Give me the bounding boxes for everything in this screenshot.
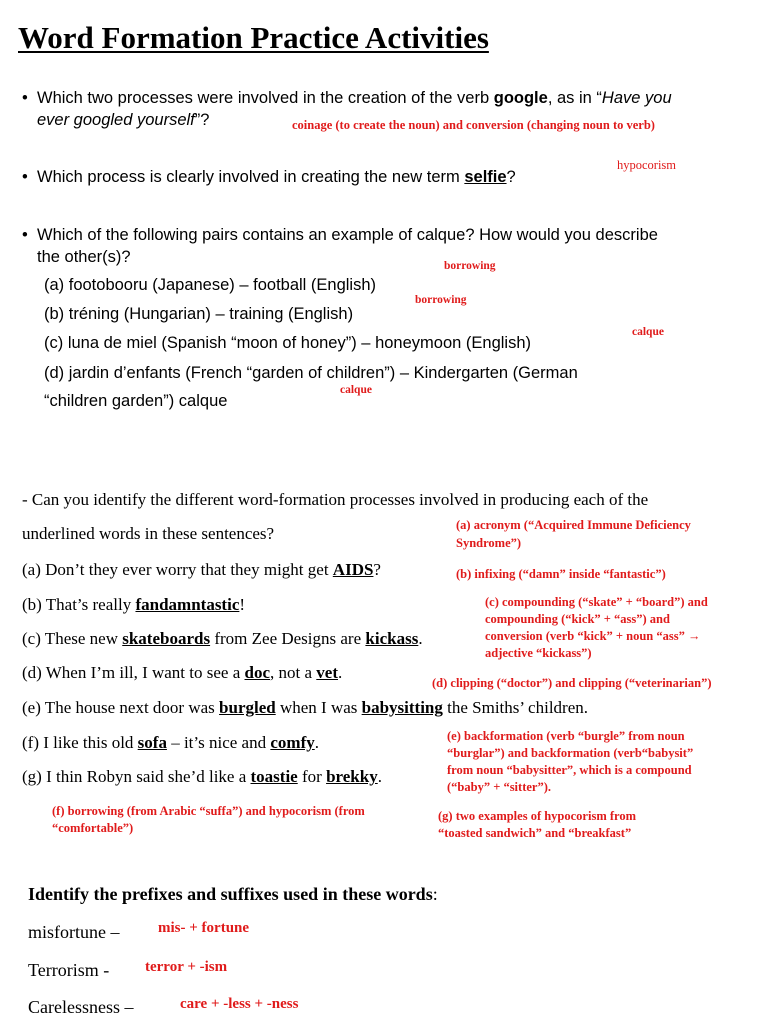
sentence-e: (e) The house next door was burgled when I was babysitting the Smiths’ children. [22, 698, 588, 717]
answer-q4-c-line2: compounding (“kick” + “ass”) and [485, 612, 670, 626]
answer-q4-f-line1: (f) borrowing (from Arabic “suffa”) and hypocorism (from [52, 804, 365, 818]
q3-item-b: (b) tréning (Hungarian) – training (English) [44, 305, 354, 323]
question-3-line2: the other(s)? [37, 248, 131, 266]
question-4-line1: - Can you identify the different word-formation processes involved in producing each of the [22, 490, 649, 509]
answer-q3-a: borrowing [444, 260, 496, 272]
answer-q4-b: (b) infixing (“damn” inside “fantastic”) [456, 567, 666, 581]
term-google: google [493, 89, 548, 107]
answer-q4-d: (d) clipping (“doctor”) and clipping (“veterinarian”) [432, 676, 712, 690]
answer-q4-e-line1: (e) backformation (verb “burgle” from noun [447, 729, 685, 743]
answer-q3-b: borrowing [415, 294, 467, 306]
answer-q4-g-line1: (g) two examples of hypocorism from [438, 809, 636, 823]
question-1-line2: ever googled yourself”? [37, 111, 210, 129]
answer-q4-c-line4: adjective “kickass”) [485, 646, 592, 660]
answer-misfortune: mis- + fortune [158, 920, 250, 936]
question-2: Which process is clearly involved in creating the new term selfie? [37, 168, 516, 186]
q3-item-d-line2: “children garden”) calque [44, 392, 228, 410]
question-4-line2: underlined words in these sentences? [22, 524, 275, 543]
answer-q4-g-line2: “toasted sandwich” and “breakfast” [438, 826, 632, 840]
bullet-q2: • [22, 168, 28, 186]
answer-q4-a-line2: Syndrome”) [456, 536, 522, 550]
answer-q1: coinage (to create the noun) and conversion (changing noun to verb) [292, 118, 655, 132]
bullet-q1: • [22, 89, 28, 107]
answer-q4-f-line2: “comfortable”) [52, 821, 134, 835]
word-carelessness: Carelessness – [28, 997, 134, 1017]
word-misfortune: misfortune – [28, 922, 120, 942]
sentence-a: (a) Don’t they ever worry that they might get AIDS? [22, 560, 381, 579]
page-title: Word Formation Practice Activities [18, 20, 489, 55]
sentence-g: (g) I thin Robyn said she’d like a toastie for brekky. [22, 767, 382, 786]
question-5-heading: Identify the prefixes and suffixes used in these words: [28, 884, 438, 904]
answer-q4-e-line2: “burglar”) and backformation (verb“babysit” [447, 746, 694, 760]
question-1-line1: Which two processes were involved in the creation of the verb google, as in “Have you [37, 89, 672, 107]
answer-q4-c-line1: (c) compounding (“skate” + “board”) and [485, 595, 708, 609]
q3-item-a: (a) footobooru (Japanese) – football (English) [44, 276, 377, 294]
term-selfie: selfie [464, 168, 507, 186]
sentence-c: (c) These new skateboards from Zee Designs are kickass. [22, 629, 423, 648]
answer-q3-d: calque [340, 384, 372, 396]
bullet-q3: • [22, 226, 28, 244]
answer-q4-e-line4: (“baby” + “sitter”). [447, 780, 551, 794]
answer-q4-a-line1: (a) acronym (“Acquired Immune Deficiency [456, 518, 691, 532]
sentence-b: (b) That’s really fandamntastic! [22, 595, 246, 614]
question-3-line1: Which of the following pairs contains an example of calque? How would you describe [37, 226, 658, 244]
answer-q4-c-line3: conversion (verb “kick” + noun “ass” → [485, 629, 701, 643]
sentence-d: (d) When I’m ill, I want to see a doc, not a vet. [22, 663, 343, 682]
answer-q3-c: calque [632, 326, 664, 338]
sentence-f: (f) I like this old sofa – it’s nice and comfy. [22, 733, 319, 752]
answer-terrorism: terror + -ism [145, 959, 228, 975]
word-terrorism: Terrorism - [28, 960, 110, 980]
answer-carelessness: care + -less + -ness [180, 996, 299, 1012]
answer-q4-e-line3: from noun “babysitter”, which is a compound [447, 763, 692, 777]
answer-q2: hypocorism [617, 158, 677, 172]
q3-item-c: (c) luna de miel (Spanish “moon of honey”) – honeymoon (English) [44, 334, 531, 352]
q3-item-d-line1: (d) jardin d’enfants (French “garden of children”) – Kindergarten (German [44, 364, 578, 382]
